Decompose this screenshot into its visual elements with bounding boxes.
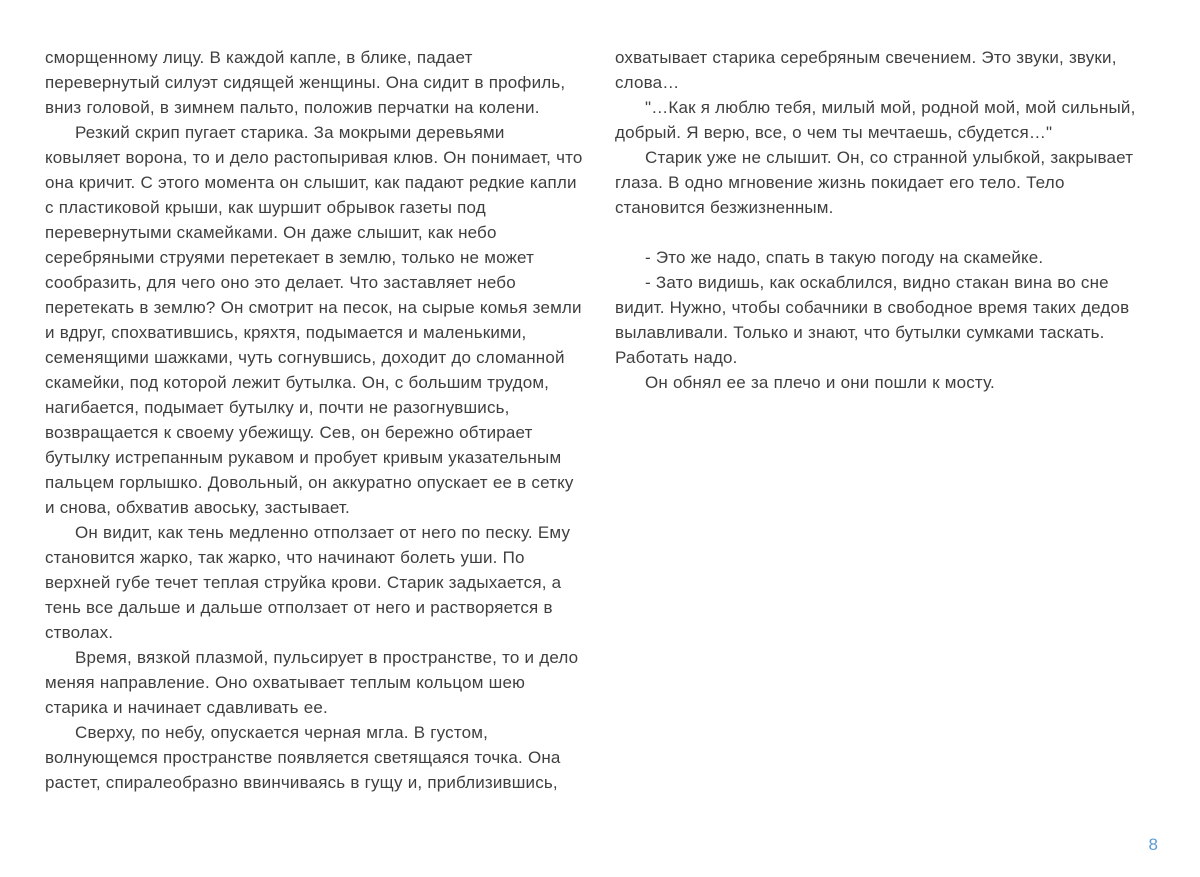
paragraph: сморщенному лицу. В каждой капле, в блике, падает перевернутый силуэт сидящей женщины. Она сидит в профиль, вниз головой, в зимнем пальто, положив перчатки на колени. <box>45 48 566 117</box>
right-text-column <box>615 45 1155 795</box>
paragraph: - Зато видишь, как оскаблился, видно стакан вина во сне видит. Нужно, чтобы собачники в свободное время таких дедов вылавливали. Только и знают, что бутылки сумками таскать. Работать надо. <box>615 273 1130 367</box>
paragraph: - Это же надо, спать в такую погоду на скамейке. <box>645 248 1044 267</box>
paragraph: Резкий скрип пугает старика. За мокрыми деревьями ковыляет ворона, то и дело растопыривая клюв. Он понимает, что она кричит. С этого момента он слышит, как падают редкие капли с пластиковой крыши, как шуршит обрывок газеты под перевернутыми скамейками. Он даже слышит, как небо серебряными струями перетекает в землю, только не может сообразить, для чего оно это делает. Что заставляет небо перетекать в землю? Он смотрит на песок, на сырые комья земли и вдруг, спохватившись, кряхтя, подымается и маленькими, семенящими шажками, чуть согнувшись, доходит до сломанной скамейки, под которой лежит бутылка. Он, с большим трудом, нагибается, подымает бутылку и, почти не разогнувшись, возвращается к своему убежищу. Сев, он бережно обтирает бутылку истрепанным рукавом и пробует кривым указательным пальцем горлышко. Довольный, он аккуратно опускает ее в сетку и снова, обхватив авоську, застывает. <box>45 123 583 517</box>
two-column-text-body <box>45 45 1155 795</box>
page-number: 8 <box>1148 835 1158 854</box>
paragraph: "…Как я люблю тебя, милый мой, родной мой, мой сильный, добрый. Я верю, все, о чем ты мечтаешь, сбудется…" <box>615 98 1136 142</box>
paragraph: охватывает старика серебряным свечением. Это звуки, звуки, слова… <box>615 48 1117 92</box>
paragraph-spacer <box>615 220 1155 245</box>
paragraph: Он видит, как тень медленно отползает от него по песку. Ему становится жарко, так жарко, что начинают болеть уши. По верхней губе течет теплая струйка крови. Старик задыхается, а тень все дальше и дальше отползает от него и растворяется в стволах. <box>45 523 571 642</box>
paragraph: Сверху, по небу, опускается черная мгла. В густом, волнующемся пространстве появляется светящаяся точка. Она растет, спиралеобразно ввинчиваясь в гущу и, приблизившись, <box>45 723 561 792</box>
left-text-column <box>45 45 585 795</box>
paragraph: Старик уже не слышит. Он, со странной улыбкой, закрывает глаза. В одно мгновение жизнь покидает его тело. Тело становится безжизненным. <box>615 148 1134 217</box>
paragraph: Время, вязкой плазмой, пульсирует в пространстве, то и дело меняя направление. Оно охватывает теплым кольцом шею старика и начинает сдавливать ее. <box>45 648 579 717</box>
paragraph: Он обнял ее за плечо и они пошли к мосту. <box>645 373 995 392</box>
